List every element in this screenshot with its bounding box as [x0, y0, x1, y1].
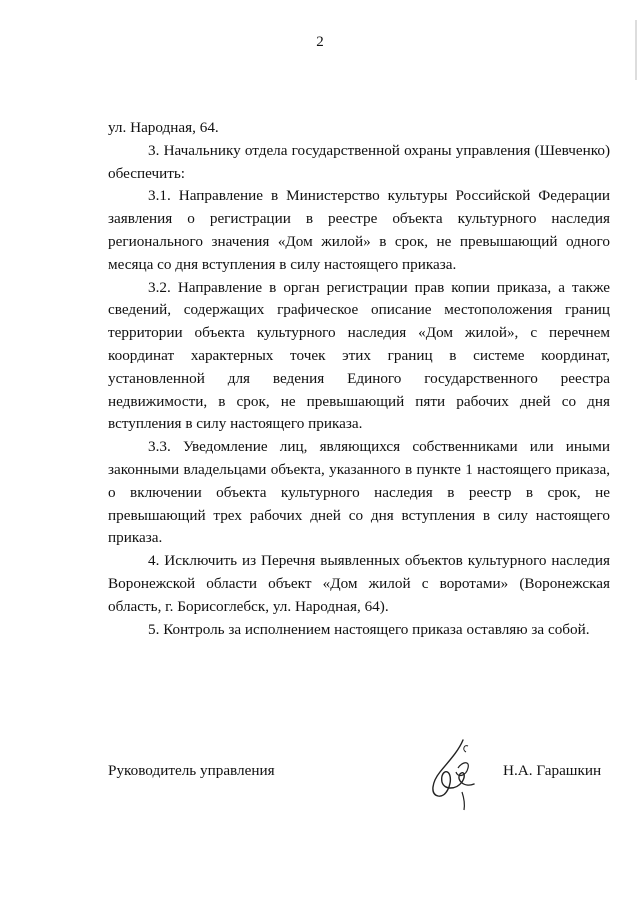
paragraph-item-3-3: 3.3. Уведомление лиц, являющихся собственниками или иными законными владельцами объекта, указанного в пункте 1 настоящего приказа, о включении объекта культурного наследия в реестр в срок, не превышающий трех рабочих дней со дня вступления в силу настоящего приказа.: [108, 438, 610, 547]
document-body: [108, 117, 610, 641]
paragraph-item-3-2: 3.2. Направление в орган регистрации прав копии приказа, а также сведений, содержащих графическое описание местоположения границ территории объекта культурного наследия «Дом жилой», с перечнем координат характерных точек этих границ в системе координат, установленной для ведения Единого государственного реестра недвижимости, в срок, не превышающий пяти рабочих дней со дня вступления в силу настоящего приказа.: [108, 278, 610, 433]
signatory-name: Н.А. Гарашкин: [503, 762, 602, 779]
paragraph-item-5: 5. Контроль за исполнением настоящего приказа оставляю за собой.: [148, 620, 590, 638]
paragraph-item-3: 3. Начальнику отдела государственной охраны управления (Шевченко) обеспечить:: [108, 141, 610, 182]
paragraph-item-4: 4. Исключить из Перечня выявленных объектов культурного наследия Воронежской области объект «Дом жилой с воротами» (Воронежская область, г. Борисоглебск, ул. Народная, 64).: [108, 552, 610, 615]
signature-icon: [418, 732, 488, 812]
paragraph-item-3-1: 3.1. Направление в Министерство культуры Российской Федерации заявления о регистрации в реестре объекта культурного наследия регионального значения «Дом жилой» в срок, не превышающий одного месяца со дня вступления в силу настоящего приказа.: [108, 187, 610, 273]
signatory-title: Руководитель управления: [108, 762, 275, 779]
paragraph-address: ул. Народная, 64.: [108, 119, 219, 136]
page-number: 2: [316, 34, 324, 50]
scan-edge-mark: [634, 20, 638, 80]
